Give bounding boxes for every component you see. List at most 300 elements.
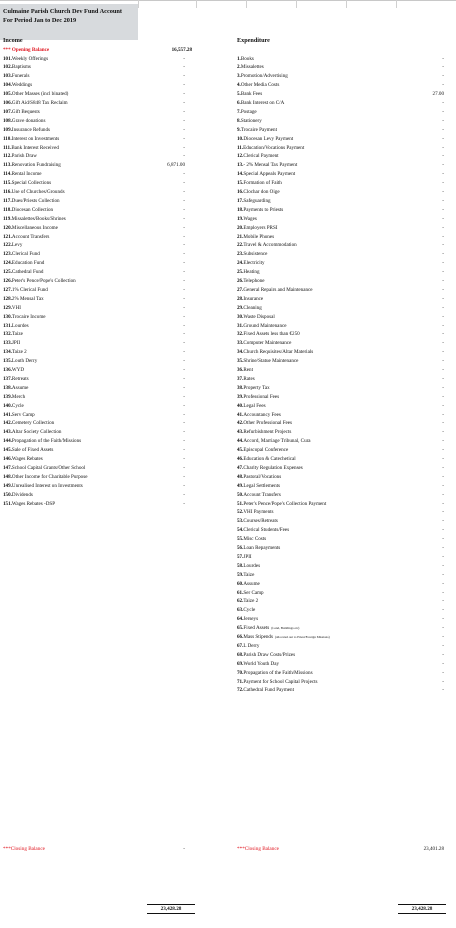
income-row <box>3 446 53 454</box>
income-code: 135. <box>3 358 12 365</box>
income-amount: - <box>183 108 185 115</box>
expenditure-row <box>237 117 262 125</box>
expenditure-code: 17. <box>237 197 244 204</box>
income-code: 113. <box>3 162 12 169</box>
income-row <box>3 170 41 178</box>
expenditure-note: (allocated out to Priest/Foreign Missions) <box>274 635 330 639</box>
expenditure-amount: - <box>442 660 444 667</box>
expenditure-row <box>237 224 277 232</box>
expenditure-code: 66. <box>237 634 244 640</box>
income-code: 126. <box>3 278 12 284</box>
income-label: Louth Derry <box>11 358 38 365</box>
column-divider <box>246 0 247 8</box>
expenditure-label: Clerical Payment <box>243 153 279 160</box>
income-amount: - <box>183 126 185 133</box>
expenditure-code: 2. <box>237 64 241 71</box>
income-row <box>3 144 59 152</box>
expenditure-label: Other Media Costs <box>240 82 280 89</box>
expenditure-code: 23. <box>237 251 244 258</box>
income-row <box>3 135 59 143</box>
income-label: Levy <box>11 242 23 249</box>
income-amount: - <box>183 260 185 267</box>
income-amount: - <box>183 64 185 71</box>
expenditure-label: Fixed Assets <box>243 625 270 632</box>
expenditure-code: 64. <box>237 616 244 623</box>
expenditure-code: 39. <box>237 393 244 400</box>
income-amount: - <box>183 358 185 365</box>
expenditure-row <box>237 615 258 623</box>
expenditure-amount: - <box>442 678 444 685</box>
income-code: 105. <box>3 91 12 98</box>
expenditure-row <box>237 161 297 169</box>
expenditure-label: Parish Draw Costs/Prizes <box>243 651 296 658</box>
income-label: School Capital Grants/Other School <box>11 464 86 471</box>
expenditure-amount: - <box>442 162 444 169</box>
expenditure-code: 6. <box>237 100 241 106</box>
income-row <box>3 419 54 427</box>
income-label: Assume <box>11 384 29 391</box>
income-amount: - <box>183 393 185 400</box>
expenditure-amount: - <box>442 527 444 534</box>
expenditure-label: Propagation of the Faith/Missions <box>243 669 313 676</box>
income-label: Trocaire Income <box>11 313 46 320</box>
expenditure-code: 15. <box>237 180 244 187</box>
income-total-value: 23,428.28 <box>160 906 182 912</box>
expenditure-code: 35. <box>237 358 244 365</box>
expenditure-amount: - <box>442 64 444 71</box>
expenditure-code: 10. <box>237 135 244 142</box>
income-amount: - <box>183 55 185 62</box>
expenditure-amount: - <box>442 642 444 649</box>
expenditure-code: 12. <box>237 153 244 160</box>
expenditure-code: 21. <box>237 233 244 240</box>
expenditure-row <box>237 197 271 205</box>
column-divider <box>296 0 297 8</box>
expenditure-label: Cycle <box>243 607 256 614</box>
expenditure-row <box>237 259 265 267</box>
income-code: 114. <box>3 171 12 178</box>
income-code: 151. <box>3 500 12 507</box>
expenditure-label: Accountancy Fees <box>243 411 281 418</box>
column-divider <box>138 0 139 8</box>
expenditure-amount: - <box>442 616 444 623</box>
expenditure-amount: - <box>442 55 444 62</box>
expenditure-label: Shrine/Statue Maintenance <box>243 358 299 365</box>
expenditure-code: 59. <box>237 571 244 578</box>
income-amount: - <box>183 420 185 427</box>
expenditure-amount: - <box>442 420 444 427</box>
expenditure-code: 65. <box>237 625 244 632</box>
income-row <box>3 304 21 312</box>
expenditure-code: 60. <box>237 580 244 587</box>
income-amount: - <box>183 197 185 204</box>
income-label: Lourdes <box>11 322 29 329</box>
sheet-top-gridline <box>0 0 456 1</box>
income-label: Other Income for Charitable Purpose <box>11 473 88 480</box>
expenditure-amount: - <box>442 260 444 267</box>
expenditure-amount: - <box>442 153 444 160</box>
expenditure-label: Education & Catechetical <box>243 456 296 462</box>
expenditure-label: Taize 2 <box>243 598 259 605</box>
income-code: 110. <box>3 135 12 142</box>
income-code: 136. <box>3 367 12 373</box>
income-amount: - <box>183 429 185 436</box>
income-code: 102. <box>3 64 12 71</box>
expenditure-label: Payment for School Capital Projects <box>243 678 318 685</box>
expenditure-code: 30. <box>237 313 244 320</box>
income-row <box>3 428 61 436</box>
expenditure-amount: - <box>442 393 444 400</box>
expenditure-code: 69. <box>237 660 244 667</box>
income-code: 103. <box>3 73 12 80</box>
expenditure-row <box>237 90 262 98</box>
income-label: VHI <box>11 304 21 311</box>
income-row <box>3 437 81 445</box>
expenditure-total-value: 23,428.28 <box>411 906 433 912</box>
expenditure-label: Telephone <box>243 278 265 284</box>
income-row <box>3 348 27 356</box>
expenditure-code: 34. <box>237 349 244 356</box>
expenditure-label: Accord, Marriage Tribunal, Cura <box>243 438 311 445</box>
expenditure-label: Taize <box>243 571 255 578</box>
expenditure-code: 36. <box>237 367 244 373</box>
expenditure-amount: - <box>442 687 444 694</box>
expenditure-row <box>237 135 293 143</box>
income-label: 1% Clerical Fund <box>11 286 48 293</box>
income-label: Bank Interest Received <box>11 144 59 151</box>
expenditure-label: L Derry <box>243 642 260 649</box>
expenditure-code: 46. <box>237 456 244 462</box>
expenditure-label: Trocaire Payment <box>240 126 277 133</box>
income-amount: - <box>183 491 185 498</box>
expenditure-row <box>237 402 266 410</box>
expenditure-code: 3. <box>237 73 241 80</box>
income-amount: - <box>183 313 185 320</box>
income-row <box>3 366 24 374</box>
income-amount: - <box>183 233 185 240</box>
expenditure-label: Ground Maintenance <box>243 322 287 329</box>
expenditure-amount: - <box>442 536 444 543</box>
income-row <box>3 63 31 71</box>
income-amount: - <box>183 189 185 195</box>
expenditure-code: 14. <box>237 171 244 178</box>
expenditure-row <box>237 464 303 472</box>
income-amount: - <box>183 331 185 338</box>
income-row <box>3 90 68 98</box>
expenditure-row <box>237 144 304 152</box>
income-code: 108. <box>3 117 12 124</box>
expenditure-label: Subsistence <box>243 251 268 258</box>
income-label: Insurance Refunds <box>11 126 50 133</box>
income-code: 120. <box>3 224 12 231</box>
expenditure-code: 61. <box>237 589 244 596</box>
income-row <box>3 268 43 276</box>
expenditure-amount: - <box>442 491 444 498</box>
income-heading: Income <box>3 37 23 44</box>
expenditure-label: Insurance <box>243 295 264 302</box>
expenditure-amount: - <box>442 411 444 418</box>
expenditure-amount: - <box>442 82 444 89</box>
expenditure-code: 7. <box>237 108 241 115</box>
expenditure-row <box>237 624 299 632</box>
expenditure-code: 70. <box>237 669 244 676</box>
expenditure-code: 42. <box>237 420 244 427</box>
expenditure-amount: - <box>442 464 444 471</box>
expenditure-row <box>237 437 311 445</box>
income-code: 130. <box>3 313 12 320</box>
income-code: 133. <box>3 340 12 347</box>
expenditure-label: Electricity <box>243 260 265 267</box>
expenditure-label: Fixed Assets less than €250 <box>243 331 300 338</box>
expenditure-amount: - <box>442 518 444 525</box>
income-total <box>147 904 195 914</box>
expenditure-row <box>237 580 260 588</box>
expenditure-row <box>237 366 253 374</box>
income-amount: - <box>183 349 185 356</box>
expenditure-label: Other Professional Fees <box>243 420 293 427</box>
expenditure-label: - 2% Mensal Tax Payment <box>243 162 298 169</box>
expenditure-amount: - <box>442 233 444 240</box>
expenditure-row <box>237 669 313 677</box>
expenditure-label: Misc Costs <box>243 536 267 543</box>
income-label: Diocesan Collection <box>11 206 54 213</box>
expenditure-label: Lourdes <box>243 562 261 569</box>
income-amount: - <box>183 135 185 142</box>
expenditure-label: Special Appeals Payment <box>243 171 296 178</box>
expenditure-row <box>237 473 281 481</box>
expenditure-row <box>237 491 281 499</box>
expenditure-code: 67. <box>237 642 244 649</box>
income-row <box>3 357 37 365</box>
income-row <box>3 402 24 410</box>
expenditure-code: 19. <box>237 215 244 222</box>
income-label: Other Masses (incl binated) <box>11 91 69 98</box>
expenditure-row <box>237 535 266 543</box>
expenditure-row <box>237 233 274 241</box>
income-code: 111. <box>3 144 12 151</box>
expenditure-label: Formation of Faith <box>243 180 282 187</box>
expenditure-code: 50. <box>237 491 244 498</box>
expenditure-amount: - <box>442 358 444 365</box>
expenditure-row <box>237 411 281 419</box>
income-amount: - <box>183 82 185 89</box>
expenditure-label: Legal Fees <box>243 402 266 409</box>
income-row <box>3 206 53 214</box>
income-amount: - <box>183 206 185 213</box>
income-label: Retreats <box>11 375 29 382</box>
expenditure-amount: - <box>442 206 444 213</box>
income-amount: - <box>183 278 185 284</box>
expenditure-row <box>237 686 294 694</box>
expenditure-code: 33. <box>237 340 244 347</box>
income-label: Interest on Investments <box>11 135 60 142</box>
income-amount: - <box>183 171 185 178</box>
income-amount: - <box>183 340 185 347</box>
expenditure-label: Education/Vocations Payment <box>243 144 305 151</box>
expenditure-row <box>237 72 288 80</box>
income-amount: - <box>183 464 185 471</box>
income-label: Education Fund <box>11 260 45 267</box>
income-row <box>3 313 46 321</box>
income-label: Cemetery Collection <box>11 420 55 427</box>
report-title-block <box>0 4 138 40</box>
expenditure-amount: - <box>442 438 444 445</box>
income-amount: - <box>183 286 185 293</box>
income-label: Propagation of the Faith/Missions <box>11 438 82 445</box>
expenditure-code: 62. <box>237 598 244 605</box>
expenditure-row <box>237 170 295 178</box>
expenditure-amount: - <box>442 278 444 284</box>
opening-balance-label: *** Opening Balance <box>3 47 50 53</box>
income-label: 2% Mensal Tax <box>11 295 44 302</box>
income-row <box>3 384 28 392</box>
column-divider <box>196 0 197 8</box>
income-label: Wages Rebates <box>11 456 43 462</box>
expenditure-label: Clochar don Oige <box>243 189 280 195</box>
expenditure-row <box>237 268 260 276</box>
expenditure-amount: - <box>442 580 444 587</box>
expenditure-code: 58. <box>237 562 244 569</box>
income-code: 107. <box>3 108 12 115</box>
income-label: Dividends <box>11 491 33 498</box>
expenditure-amount: - <box>442 456 444 462</box>
report-title: Culmaine Parish Church Dev Fund Account <box>3 8 123 15</box>
income-label: Altar Society Collection <box>11 429 62 436</box>
expenditure-row <box>237 553 252 561</box>
expenditure-amount: - <box>442 625 444 632</box>
expenditure-code: 72. <box>237 687 244 694</box>
income-row <box>3 286 48 294</box>
income-code: 121. <box>3 233 12 240</box>
expenditure-label: Employers PRSI <box>243 224 278 231</box>
expenditure-label: Cathedral Fund Payment <box>243 687 295 694</box>
income-label: Gift Aid/S848 Tax Reclaim <box>11 100 68 106</box>
income-amount: - <box>183 100 185 106</box>
expenditure-amount: - <box>442 384 444 391</box>
expenditure-label: Books <box>240 55 254 62</box>
income-amount: - <box>183 180 185 187</box>
expenditure-label: Cleaning <box>243 304 262 311</box>
income-row <box>3 72 29 80</box>
income-closing-label: ***Closing Balance <box>3 846 45 852</box>
expenditure-row <box>237 206 283 214</box>
expenditure-label: Stationery <box>240 117 262 124</box>
income-code: 122. <box>3 242 12 249</box>
income-code: 140. <box>3 402 12 409</box>
expenditure-amount: - <box>442 340 444 347</box>
expenditure-label: Travel & Accommodation <box>243 242 297 249</box>
expenditure-amount: - <box>442 545 444 551</box>
expenditure-code: 41. <box>237 411 244 418</box>
expenditure-amount: 27.00 <box>432 91 444 98</box>
income-amount: - <box>183 411 185 418</box>
income-code: 124. <box>3 260 12 267</box>
expenditure-row <box>237 419 292 427</box>
expenditure-label: Diocesan Levy Payment <box>243 135 294 142</box>
expenditure-code: 13. <box>237 162 244 169</box>
income-row <box>3 99 68 107</box>
income-code: 125. <box>3 269 12 276</box>
expenditure-row <box>237 526 289 534</box>
expenditure-amount: - <box>442 571 444 578</box>
expenditure-amount: - <box>442 197 444 204</box>
income-code: 138. <box>3 384 12 391</box>
expenditure-closing-amount: 23,401.28 <box>423 846 444 852</box>
income-label: Dues/Priests Collection <box>11 197 60 204</box>
expenditure-label: Promotion/Advertising <box>240 73 288 80</box>
expenditure-code: 11. <box>237 144 244 151</box>
income-code: 109. <box>3 126 12 133</box>
income-row <box>3 375 29 383</box>
income-code: 101. <box>3 55 12 62</box>
income-label: Use of Churches/Grounds <box>11 189 65 195</box>
expenditure-code: 52. <box>237 509 244 516</box>
income-amount: - <box>183 153 185 160</box>
income-amount: - <box>183 144 185 151</box>
income-amount: - <box>183 215 185 222</box>
income-amount: - <box>183 304 185 311</box>
expenditure-row <box>237 375 255 383</box>
expenditure-label: Legal Settlements <box>243 482 281 489</box>
income-label: Weekly Offerings <box>11 55 49 62</box>
total-rule-top <box>147 904 195 905</box>
income-code: 129. <box>3 304 12 311</box>
column-divider <box>396 0 397 8</box>
expenditure-label: VHI Payments <box>243 509 274 516</box>
income-label: Account Transfers <box>11 233 50 240</box>
total-rule-bottom <box>147 913 195 914</box>
income-label: Peter's Pence/Pope's Collection <box>11 278 76 284</box>
expenditure-amount: - <box>442 473 444 480</box>
expenditure-amount: - <box>442 589 444 596</box>
expenditure-label: Postage <box>240 108 257 115</box>
expenditure-row <box>237 482 280 490</box>
expenditure-amount: - <box>442 215 444 222</box>
expenditure-code: 40. <box>237 402 244 409</box>
income-code: 106. <box>3 100 12 106</box>
expenditure-amount: - <box>442 73 444 80</box>
income-amount: - <box>183 322 185 329</box>
income-amount: - <box>183 224 185 231</box>
income-label: Cathedral Fund <box>11 269 44 276</box>
income-code: 119. <box>3 215 12 222</box>
income-row <box>3 393 25 401</box>
expenditure-row <box>237 304 262 312</box>
income-label: Cycle <box>11 402 24 409</box>
expenditure-amount: - <box>442 100 444 106</box>
income-amount: - <box>183 456 185 462</box>
income-label: Wages Rebates -DSP <box>11 500 56 507</box>
income-amount: - <box>183 375 185 382</box>
expenditure-closing-label: ***Closing Balance <box>237 846 279 852</box>
income-amount: - <box>183 295 185 302</box>
income-label: Special Collections <box>11 180 52 187</box>
expenditure-row <box>237 517 278 525</box>
expenditure-amount: - <box>442 108 444 115</box>
income-code: 148. <box>3 473 12 480</box>
income-row <box>3 330 23 338</box>
expenditure-row <box>237 571 254 579</box>
income-label: Grave donations <box>11 117 46 124</box>
income-label: Sale of Fixed Assets <box>11 447 54 454</box>
expenditure-code: 37. <box>237 375 244 382</box>
expenditure-amount: - <box>442 135 444 142</box>
income-row <box>3 482 83 490</box>
income-label: Renovation Fundraising <box>11 162 61 169</box>
income-row <box>3 233 49 241</box>
income-row <box>3 500 55 508</box>
income-code: 112. <box>3 153 12 160</box>
